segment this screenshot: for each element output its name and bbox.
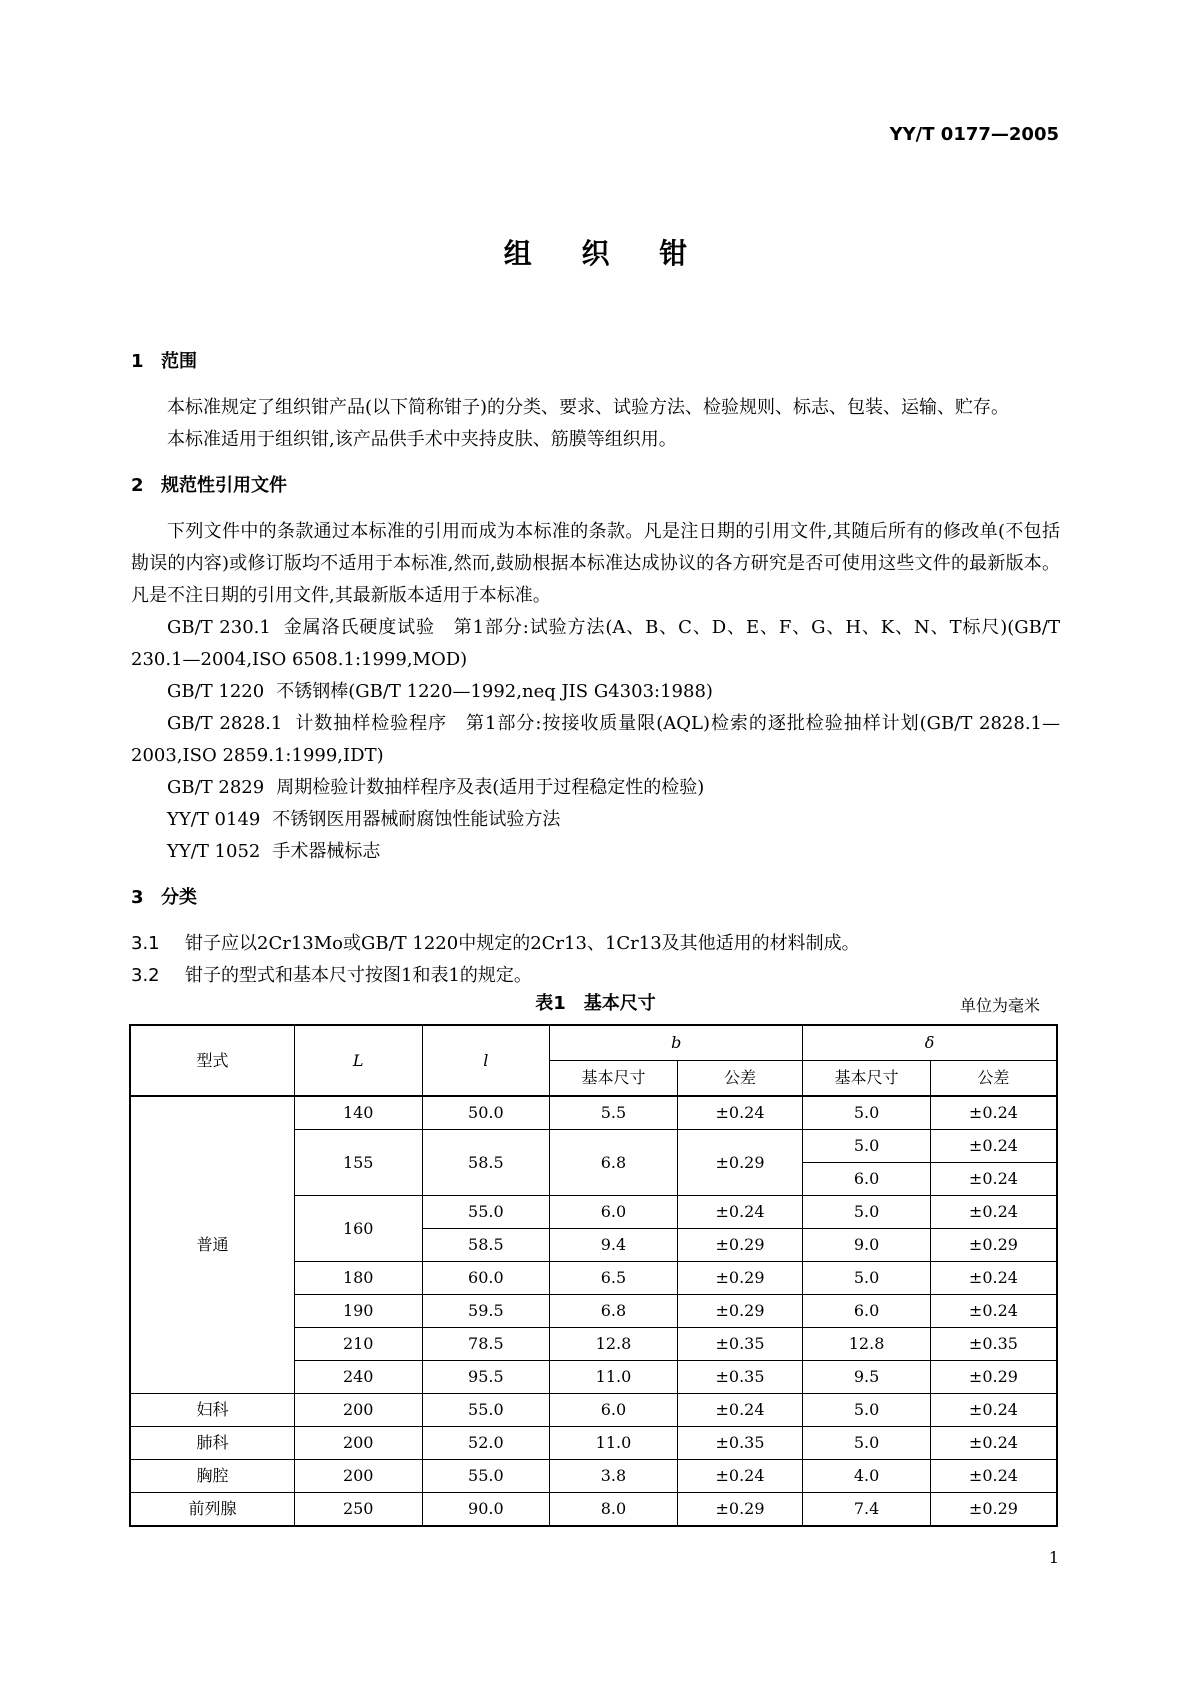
cell-b: 6.8: [550, 1130, 678, 1196]
cell-L: 180: [294, 1262, 422, 1295]
reference-item: [131, 612, 1060, 676]
section-2-heading: [131, 470, 1060, 502]
cell-b-tol: ±0.29: [677, 1493, 802, 1527]
cell-b-tol: ±0.29: [677, 1295, 802, 1328]
cell-l: 58.5: [422, 1130, 550, 1196]
header-delta-basic: 基本尺寸: [803, 1061, 931, 1097]
cell-l: 78.5: [422, 1328, 550, 1361]
cell-b-tol: ±0.24: [677, 1394, 802, 1427]
document-title: 组 织 钳: [503, 237, 708, 270]
cell-delta-tol: ±0.29: [930, 1493, 1057, 1527]
cell-delta-tol: ±0.24: [930, 1427, 1057, 1460]
reference-item: [131, 772, 1060, 804]
reference-item: [131, 804, 1060, 836]
cell-l: 50.0: [422, 1096, 550, 1130]
cell-delta: 12.8: [803, 1328, 931, 1361]
standard-code: YY/T 0177—2005: [889, 124, 1059, 145]
table-row: [130, 1096, 1057, 1130]
cell-b: 6.0: [550, 1196, 678, 1229]
cell-L: 240: [294, 1361, 422, 1394]
cell-b: 8.0: [550, 1493, 678, 1527]
reference-text: 不锈钢医用器械耐腐蚀性能试验方法: [272, 809, 561, 830]
section-1-title: 范围: [161, 351, 197, 372]
dimensions-table: [129, 1024, 1058, 1527]
reference-code: GB/T 1220: [167, 681, 265, 702]
cell-l: 59.5: [422, 1295, 550, 1328]
cell-b: 11.0: [550, 1361, 678, 1394]
cell-delta-tol: ±0.24: [930, 1096, 1057, 1130]
header-l: l: [422, 1025, 550, 1096]
cell-l: 95.5: [422, 1361, 550, 1394]
cell-L: 200: [294, 1394, 422, 1427]
cell-l: 60.0: [422, 1262, 550, 1295]
cell-l: 55.0: [422, 1460, 550, 1493]
clause-number: 3.1: [131, 933, 160, 954]
cell-b: 12.8: [550, 1328, 678, 1361]
clause-number: 3.2: [131, 965, 160, 986]
cell-b: 11.0: [550, 1427, 678, 1460]
cell-delta: 5.0: [803, 1130, 931, 1163]
cell-l: 52.0: [422, 1427, 550, 1460]
cell-delta-tol: ±0.24: [930, 1130, 1057, 1163]
cell-delta-tol: ±0.29: [930, 1361, 1057, 1394]
cell-L: 190: [294, 1295, 422, 1328]
reference-item: [131, 836, 1060, 868]
cell-type: 前列腺: [130, 1493, 294, 1527]
cell-delta-tol: ±0.24: [930, 1460, 1057, 1493]
reference-text: 金属洛氏硬度试验 第1部分:试验方法(A、B、C、D、E、F、G、H、K、N、T标尺)(GB/T 230.1—2004,ISO 6508.1:1999,MOD): [131, 617, 1060, 670]
section-3-title: 分类: [161, 887, 197, 908]
cell-l: 55.0: [422, 1394, 550, 1427]
cell-type: 普通: [130, 1096, 294, 1394]
cell-delta: 5.0: [803, 1427, 931, 1460]
cell-b-tol: ±0.35: [677, 1427, 802, 1460]
cell-delta: 4.0: [803, 1460, 931, 1493]
reference-code: YY/T 0149: [167, 809, 261, 830]
cell-delta: 9.5: [803, 1361, 931, 1394]
cell-b: 9.4: [550, 1229, 678, 1262]
cell-delta-tol: ±0.35: [930, 1328, 1057, 1361]
section-2-title: 规范性引用文件: [161, 475, 287, 496]
cell-delta: 6.0: [803, 1163, 931, 1196]
section-2-number: 2: [131, 475, 144, 496]
cell-delta-tol: ±0.24: [930, 1163, 1057, 1196]
reference-code: GB/T 2829: [167, 777, 265, 798]
cell-b: 5.5: [550, 1096, 678, 1130]
cell-b: 6.0: [550, 1394, 678, 1427]
reference-text: 计数抽样检验程序 第1部分:按接收质量限(AQL)检索的逐批检验抽样计划(GB/T 2828.1—2003,ISO 2859.1:1999,IDT): [131, 713, 1060, 766]
reference-text: 不锈钢棒(GB/T 1220—1992,neq JIS G4303:1988): [276, 681, 713, 702]
document-body: [131, 346, 1060, 1527]
section-1-number: 1: [131, 351, 144, 372]
header-delta-tol: 公差: [930, 1061, 1057, 1097]
clause-3-1: [131, 928, 1060, 960]
cell-type: 胸腔: [130, 1460, 294, 1493]
cell-delta: 5.0: [803, 1394, 931, 1427]
cell-b-tol: ±0.29: [677, 1262, 802, 1295]
table-row: [130, 1427, 1057, 1460]
section-1-para-1: 本标准规定了组织钳产品(以下简称钳子)的分类、要求、试验方法、检验规则、标志、包装、运输、贮存。: [167, 397, 1010, 418]
page-number: 1: [1048, 1548, 1059, 1567]
reference-item: [131, 708, 1060, 772]
cell-L: 160: [294, 1196, 422, 1262]
cell-delta: 7.4: [803, 1493, 931, 1527]
reference-code: YY/T 1052: [167, 841, 261, 862]
cell-b: 6.8: [550, 1295, 678, 1328]
cell-type: 妇科: [130, 1394, 294, 1427]
table-row: [130, 1460, 1057, 1493]
header-delta: δ: [803, 1025, 1057, 1061]
reference-item: [131, 676, 1060, 708]
cell-delta-tol: ±0.24: [930, 1394, 1057, 1427]
table-caption-row: [131, 994, 1060, 1024]
cell-delta-tol: ±0.24: [930, 1295, 1057, 1328]
cell-b-tol: ±0.24: [677, 1460, 802, 1493]
reference-code: GB/T 2828.1: [167, 713, 283, 734]
header-b-basic: 基本尺寸: [550, 1061, 678, 1097]
cell-l: 90.0: [422, 1493, 550, 1527]
cell-delta: 6.0: [803, 1295, 931, 1328]
section-1-para-2: 本标准适用于组织钳,该产品供手术中夹持皮肤、筋膜等组织用。: [167, 429, 677, 450]
section-2-intro: 下列文件中的条款通过本标准的引用而成为本标准的条款。凡是注日期的引用文件,其随后所有的修改单(不包括勘误的内容)或修订版均不适用于本标准,然而,鼓励根据本标准达成协议的各方研究是否可使用这些文件的最新版本。凡是不注日期的引用文件,其最新版本适用于本标准。: [131, 521, 1060, 606]
section-1-heading: [131, 346, 1060, 378]
cell-delta: 9.0: [803, 1229, 931, 1262]
section-3-number: 3: [131, 887, 144, 908]
cell-L: 210: [294, 1328, 422, 1361]
clause-text: 钳子应以2Cr13Mo或GB/T 1220中规定的2Cr13、1Cr13及其他适用的材料制成。: [185, 933, 860, 954]
cell-L: 200: [294, 1427, 422, 1460]
clause-text: 钳子的型式和基本尺寸按图1和表1的规定。: [185, 965, 532, 986]
cell-L: 200: [294, 1460, 422, 1493]
header-b: b: [550, 1025, 803, 1061]
table-row: [130, 1394, 1057, 1427]
header-L: L: [294, 1025, 422, 1096]
reference-code: GB/T 230.1: [167, 617, 271, 638]
cell-b-tol: ±0.29: [677, 1130, 802, 1196]
cell-delta-tol: ±0.24: [930, 1262, 1057, 1295]
reference-text: 手术器械标志: [272, 841, 381, 862]
table-header-row: [130, 1025, 1057, 1061]
cell-delta: 5.0: [803, 1262, 931, 1295]
cell-delta: 5.0: [803, 1096, 931, 1130]
cell-L: 155: [294, 1130, 422, 1196]
cell-delta-tol: ±0.24: [930, 1196, 1057, 1229]
cell-b-tol: ±0.24: [677, 1196, 802, 1229]
cell-L: 140: [294, 1096, 422, 1130]
cell-L: 250: [294, 1493, 422, 1527]
cell-l: 58.5: [422, 1229, 550, 1262]
cell-b: 6.5: [550, 1262, 678, 1295]
cell-delta: 5.0: [803, 1196, 931, 1229]
table-caption: 表1 基本尺寸: [535, 993, 656, 1014]
cell-b-tol: ±0.24: [677, 1096, 802, 1130]
cell-b-tol: ±0.35: [677, 1328, 802, 1361]
cell-b-tol: ±0.29: [677, 1229, 802, 1262]
cell-b: 3.8: [550, 1460, 678, 1493]
section-3-heading: [131, 882, 1060, 914]
header-b-tol: 公差: [677, 1061, 802, 1097]
table-row: [130, 1493, 1057, 1527]
reference-text: 周期检验计数抽样程序及表(适用于过程稳定性的检验): [276, 777, 705, 798]
cell-type: 肺科: [130, 1427, 294, 1460]
unit-note: 单位为毫米: [959, 996, 1040, 1015]
cell-delta-tol: ±0.29: [930, 1229, 1057, 1262]
cell-b-tol: ±0.35: [677, 1361, 802, 1394]
cell-l: 55.0: [422, 1196, 550, 1229]
header-type: 型式: [130, 1025, 294, 1096]
